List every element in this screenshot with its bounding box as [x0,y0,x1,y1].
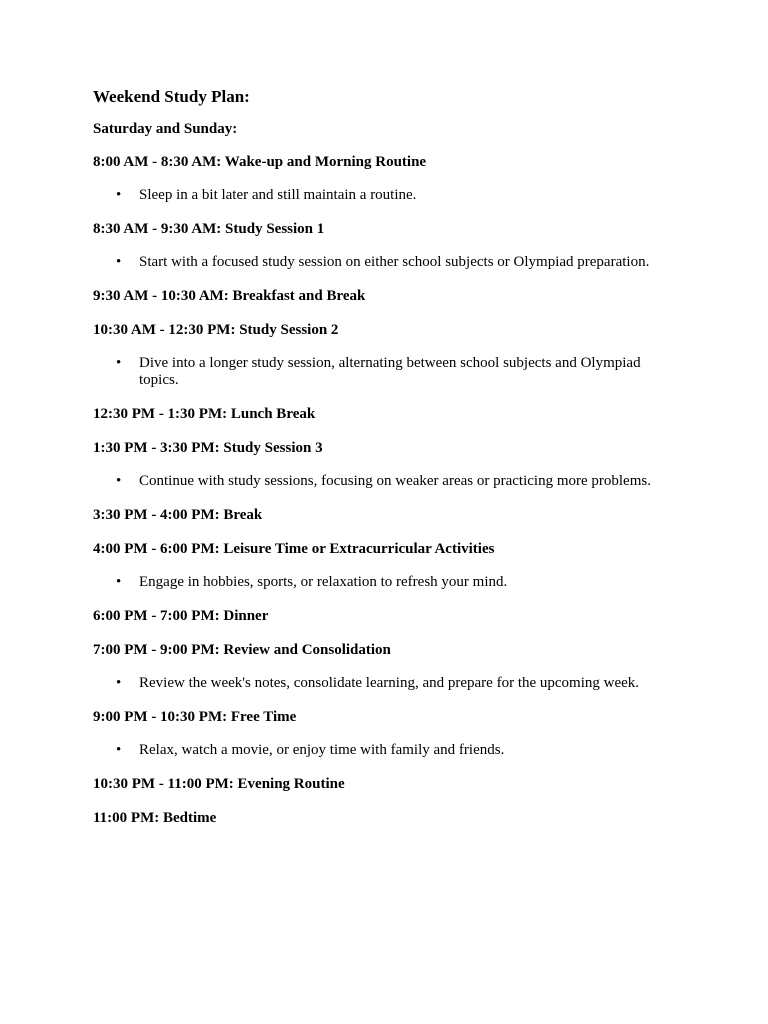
document-page [93,87,683,843]
list-item [93,574,683,591]
time-slot-heading: 8:30 AM - 9:30 AM: Study Session 1 [93,221,325,237]
time-slot-heading: 4:00 PM - 6:00 PM: Leisure Time or Extracurricular Activities [93,541,495,557]
bullet-icon: • [116,187,122,203]
bullet-list [93,355,683,389]
document-title: Weekend Study Plan: [93,87,250,106]
bullet-icon: • [116,355,122,371]
bullet-icon: • [116,574,122,590]
time-slot-heading: 8:00 AM - 8:30 AM: Wake-up and Morning Routine [93,154,427,170]
bullet-icon: • [116,675,122,691]
bullet-text: Continue with study sessions, focusing on weaker areas or practicing more problems. [139,473,651,489]
time-slot-heading: 10:30 AM - 12:30 PM: Study Session 2 [93,322,339,338]
bullet-text: Start with a focused study session on either school subjects or Olympiad preparation. [139,254,650,270]
list-item [93,675,683,692]
list-item [93,473,683,490]
list-item [93,742,683,759]
list-item [93,355,683,389]
time-slot-heading: 3:30 PM - 4:00 PM: Break [93,507,263,523]
bullet-icon: • [116,254,122,270]
list-item [93,254,683,271]
bullet-text: Dive into a longer study session, alternating between school subjects and Olympiad topics. [139,355,641,388]
bullet-text: Engage in hobbies, sports, or relaxation to refresh your mind. [139,574,508,590]
bullet-list [93,574,683,591]
document-subtitle: Saturday and Sunday: [93,121,238,137]
time-slot-heading: 10:30 PM - 11:00 PM: Evening Routine [93,776,345,792]
time-slot-heading: 1:30 PM - 3:30 PM: Study Session 3 [93,440,323,456]
schedule-list [93,153,683,827]
bullet-list [93,187,683,204]
bullet-icon: • [116,742,122,758]
bullet-text: Sleep in a bit later and still maintain a routine. [139,187,417,203]
time-slot-heading: 11:00 PM: Bedtime [93,810,217,826]
time-slot-heading: 9:30 AM - 10:30 AM: Breakfast and Break [93,288,366,304]
bullet-list [93,473,683,490]
time-slot-heading: 6:00 PM - 7:00 PM: Dinner [93,608,269,624]
bullet-list [93,742,683,759]
time-slot-heading: 7:00 PM - 9:00 PM: Review and Consolidation [93,642,391,658]
time-slot-heading: 9:00 PM - 10:30 PM: Free Time [93,709,297,725]
list-item [93,187,683,204]
bullet-icon: • [116,473,122,489]
bullet-text: Review the week's notes, consolidate learning, and prepare for the upcoming week. [139,675,640,691]
bullet-list [93,254,683,271]
bullet-text: Relax, watch a movie, or enjoy time with family and friends. [139,742,505,758]
bullet-list [93,675,683,692]
time-slot-heading: 12:30 PM - 1:30 PM: Lunch Break [93,406,316,422]
